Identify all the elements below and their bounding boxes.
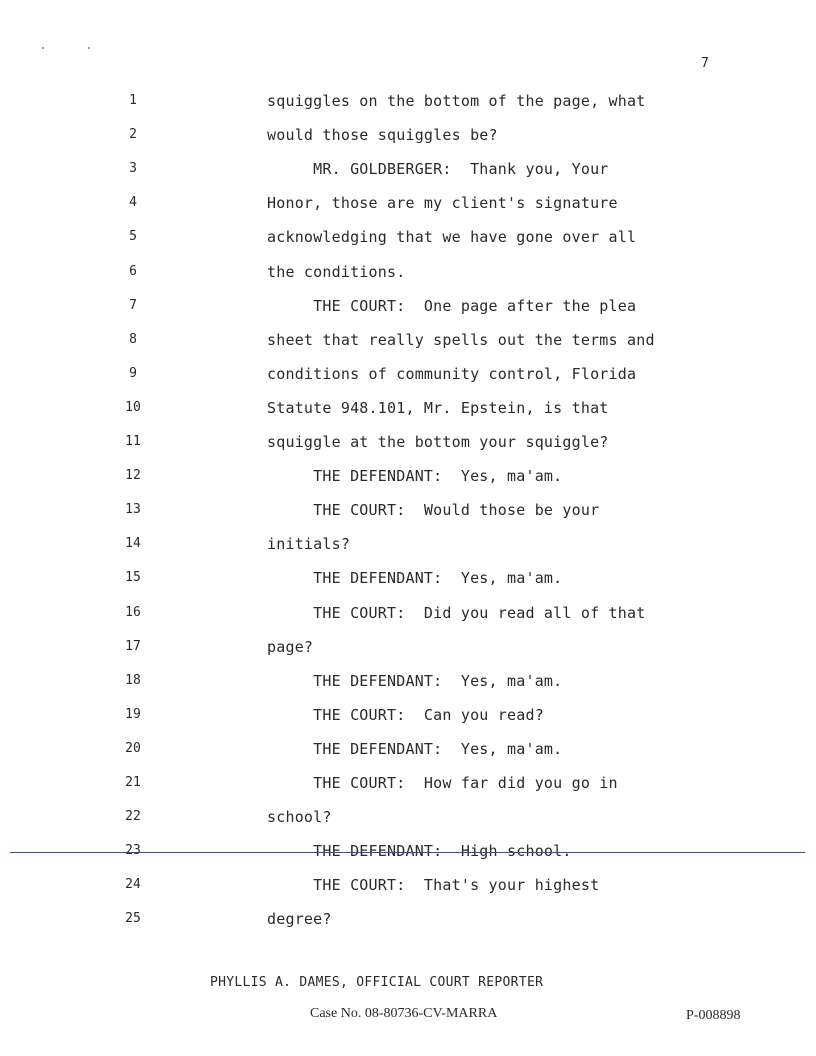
transcript-line-text: squiggle at the bottom your squiggle? (267, 433, 609, 451)
line-number: 6 (129, 264, 137, 279)
line-number: 22 (125, 809, 141, 824)
line-number: 24 (125, 877, 141, 892)
transcript-line-text: THE DEFENDANT: Yes, ma'am. (267, 569, 563, 587)
transcript-line-text: THE DEFENDANT: Yes, ma'am. (267, 740, 563, 758)
page-number: 7 (701, 56, 709, 71)
transcript-line-text: sheet that really spells out the terms and (267, 331, 655, 349)
line-number: 23 (125, 843, 141, 858)
line-number: 19 (125, 707, 141, 722)
line-number: 13 (125, 502, 141, 517)
scan-speck (88, 47, 90, 49)
transcript-line-text: THE COURT: Did you read all of that (267, 604, 646, 622)
transcript-line-text: THE COURT: Would those be your (267, 501, 600, 519)
line-number: 15 (125, 570, 141, 585)
line-number: 1 (129, 93, 137, 108)
transcript-line-text: THE COURT: One page after the plea (267, 297, 637, 315)
line-number: 5 (129, 229, 137, 244)
transcript-line-text: acknowledging that we have gone over all (267, 228, 637, 246)
scan-speck (42, 47, 44, 49)
transcript-line-text: THE DEFENDANT: High school. (267, 842, 572, 860)
case-number: Case No. 08-80736-CV-MARRA (310, 1006, 498, 1021)
line-number: 3 (129, 161, 137, 176)
line-number: 14 (125, 536, 141, 551)
bates-number: P-008898 (686, 1008, 741, 1023)
transcript-line-text: initials? (267, 535, 351, 553)
transcript-line-text: THE DEFENDANT: Yes, ma'am. (267, 467, 563, 485)
transcript-line-text: THE COURT: Can you read? (267, 706, 544, 724)
line-number: 20 (125, 741, 141, 756)
line-number: 8 (129, 332, 137, 347)
line-number: 10 (125, 400, 141, 415)
court-reporter-footer: PHYLLIS A. DAMES, OFFICIAL COURT REPORTER (210, 975, 544, 990)
transcript-line-text: conditions of community control, Florida (267, 365, 637, 383)
line-number: 7 (129, 298, 137, 313)
transcript-line-text: degree? (267, 910, 332, 928)
line-number: 17 (125, 639, 141, 654)
line-number: 11 (125, 434, 141, 449)
line-number: 9 (129, 366, 137, 381)
line-number: 4 (129, 195, 137, 210)
transcript-line-text: school? (267, 808, 332, 826)
transcript-line-text: would those squiggles be? (267, 126, 498, 144)
transcript-line-text: page? (267, 638, 314, 656)
line-number: 12 (125, 468, 141, 483)
transcript-line-text: Statute 948.101, Mr. Epstein, is that (267, 399, 609, 417)
line-number: 16 (125, 605, 141, 620)
line-number: 25 (125, 911, 141, 926)
line-number: 2 (129, 127, 137, 142)
horizontal-rule (10, 852, 805, 853)
transcript-line-text: THE COURT: How far did you go in (267, 774, 618, 792)
line-number: 21 (125, 775, 141, 790)
line-number: 18 (125, 673, 141, 688)
transcript-line-text: THE COURT: That's your highest (267, 876, 600, 894)
transcript-line-text: the conditions. (267, 263, 406, 281)
transcript-line-text: MR. GOLDBERGER: Thank you, Your (267, 160, 609, 178)
transcript-line-text: Honor, those are my client's signature (267, 194, 618, 212)
transcript-line-text: squiggles on the bottom of the page, what (267, 92, 646, 110)
transcript-line-text: THE DEFENDANT: Yes, ma'am. (267, 672, 563, 690)
